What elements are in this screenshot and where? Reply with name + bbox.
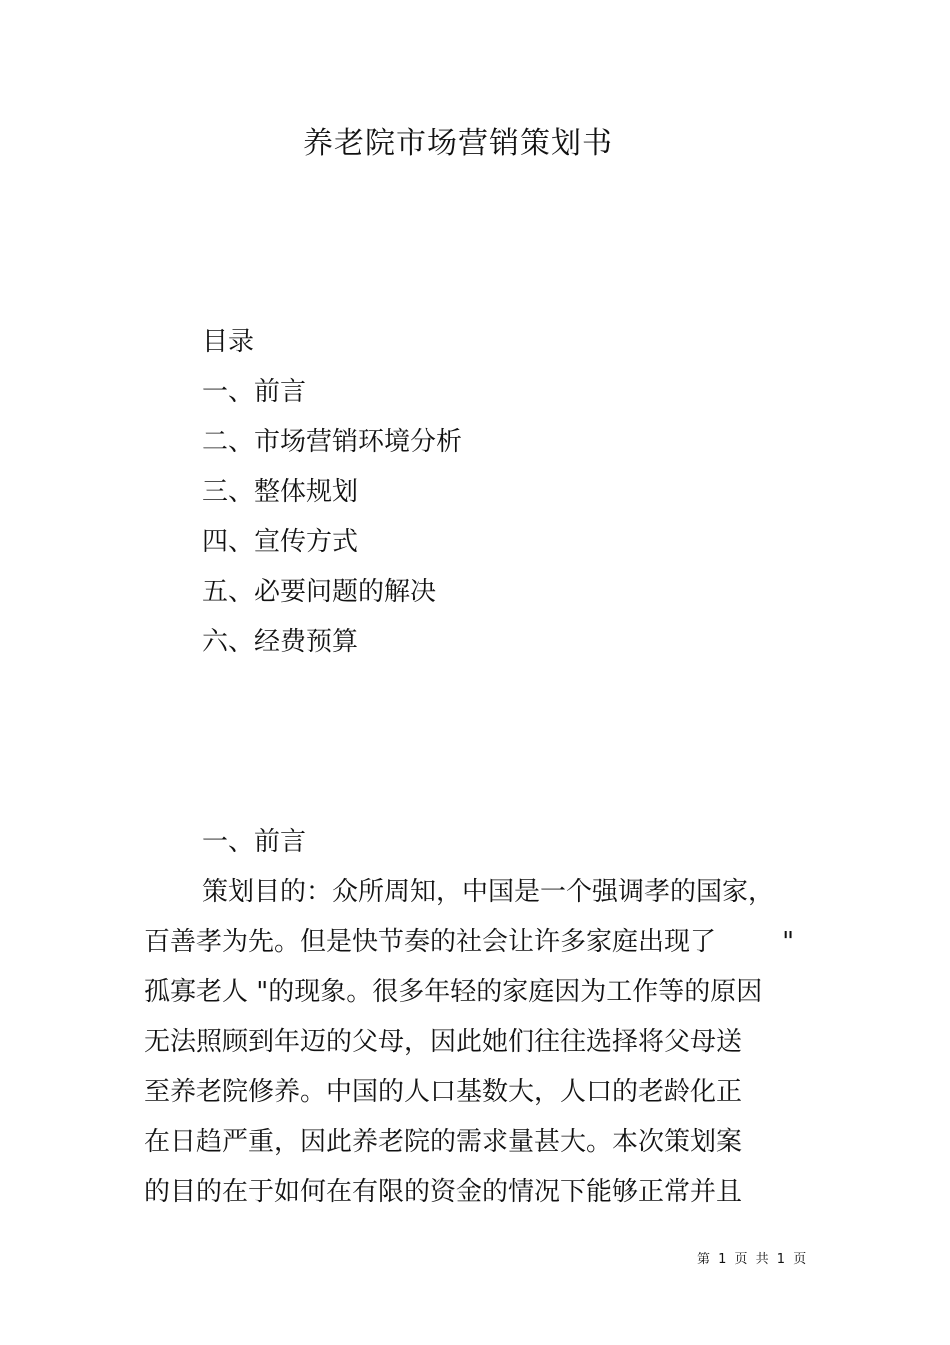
section-body (144, 872, 814, 1222)
document-title: 养老院市场营销策划书 (303, 126, 613, 161)
toc-item: 三、整体规划 (202, 477, 359, 507)
toc-heading: 目录 (202, 327, 255, 357)
section-heading: 一、前言 (202, 827, 307, 857)
paragraph-line: 百善孝为先。但是快节奏的社会让许多家庭出现了 " (144, 927, 795, 957)
table-of-contents (202, 372, 462, 672)
paragraph-line: 在日趋严重，因此养老院的需求量甚大。本次策划案 (144, 1127, 743, 1157)
toc-item: 二、市场营销环境分析 (202, 427, 463, 457)
paragraph-line: 的目的在于如何在有限的资金的情况下能够正常并且 (144, 1177, 743, 1207)
paragraph-line: 孤寡老人 "的现象。很多年轻的家庭因为工作等的原因 (144, 977, 763, 1007)
toc-item: 五、必要问题的解决 (202, 577, 437, 607)
paragraph-line: 至养老院修养。中国的人口基数大，人口的老龄化正 (144, 1077, 743, 1107)
page-footer: 第 1 页 共 1 页 (697, 1252, 809, 1267)
paragraph-line: 策划目的：众所周知，中国是一个强调孝的国家， (202, 877, 775, 907)
toc-item: 一、前言 (202, 377, 307, 407)
paragraph-line: 无法照顾到年迈的父母，因此她们往往选择将父母送 (144, 1027, 743, 1057)
toc-item: 四、宣传方式 (202, 527, 359, 557)
toc-item: 六、经费预算 (202, 627, 359, 657)
